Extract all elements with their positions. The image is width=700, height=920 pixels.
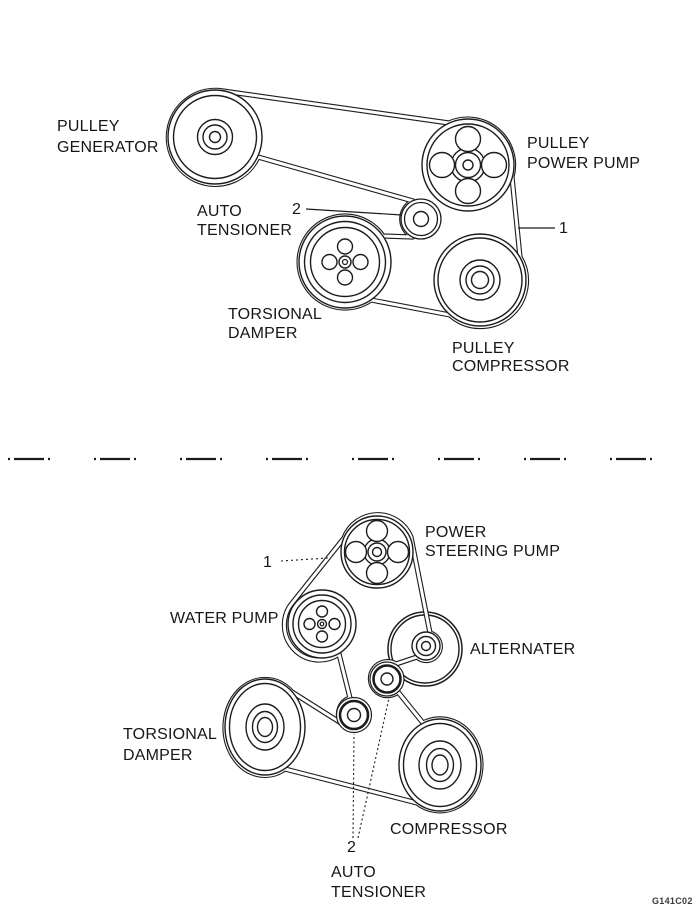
svg-text:TENSIONER: TENSIONER xyxy=(331,884,427,901)
svg-text:2: 2 xyxy=(292,201,302,218)
label-callout-1 xyxy=(263,554,272,571)
svg-text:2: 2 xyxy=(347,839,357,856)
label-callout-2 xyxy=(347,839,356,856)
pulley-power-pump xyxy=(422,119,514,211)
svg-text:WATER PUMP: WATER PUMP xyxy=(170,610,279,627)
svg-text:STEERING PUMP: STEERING PUMP xyxy=(425,543,561,560)
figure-code: G141C02 xyxy=(652,896,693,906)
label-compressor xyxy=(390,821,508,838)
svg-text:PULLEY: PULLEY xyxy=(452,340,515,357)
svg-text:TENSIONER: TENSIONER xyxy=(197,222,293,239)
svg-text:COMPRESSOR: COMPRESSOR xyxy=(390,821,508,838)
svg-text:GENERATOR: GENERATOR xyxy=(57,139,159,156)
svg-text:TORSIONAL: TORSIONAL xyxy=(228,306,322,323)
pulley-power-steering-pump xyxy=(341,516,413,588)
svg-text:PULLEY: PULLEY xyxy=(527,135,590,152)
pulley-auto-tensioner-b xyxy=(337,698,372,733)
pulley-auto-tensioner xyxy=(401,199,441,239)
svg-text:ALTERNATER: ALTERNATER xyxy=(470,641,576,658)
label-water-pump xyxy=(170,610,279,627)
svg-text:1: 1 xyxy=(263,554,273,571)
pulley-water-pump xyxy=(288,590,356,658)
svg-text:TORSIONAL: TORSIONAL xyxy=(123,726,217,743)
svg-text:1: 1 xyxy=(559,220,569,237)
pulley-compressor xyxy=(434,234,526,326)
label-callout-2 xyxy=(292,201,301,218)
svg-text:DAMPER: DAMPER xyxy=(123,747,193,764)
svg-text:DAMPER: DAMPER xyxy=(228,325,298,342)
svg-text:AUTO: AUTO xyxy=(331,864,376,881)
svg-text:POWER PUMP: POWER PUMP xyxy=(527,155,641,172)
pulley-torsional-damper xyxy=(225,679,305,775)
label-callout-1 xyxy=(559,220,568,237)
svg-text:POWER: POWER xyxy=(425,524,487,541)
pulley-generator xyxy=(168,90,262,184)
svg-text:COMPRESSOR: COMPRESSOR xyxy=(452,358,570,375)
pulley-auto-tensioner-a xyxy=(370,662,404,696)
pulley-torsional-damper xyxy=(299,216,391,308)
pulley-compressor xyxy=(399,719,481,811)
svg-text:PULLEY: PULLEY xyxy=(57,118,120,135)
pulley-alternator-pulley xyxy=(412,632,440,660)
svg-text:AUTO: AUTO xyxy=(197,203,242,220)
label-alternater xyxy=(470,641,575,658)
